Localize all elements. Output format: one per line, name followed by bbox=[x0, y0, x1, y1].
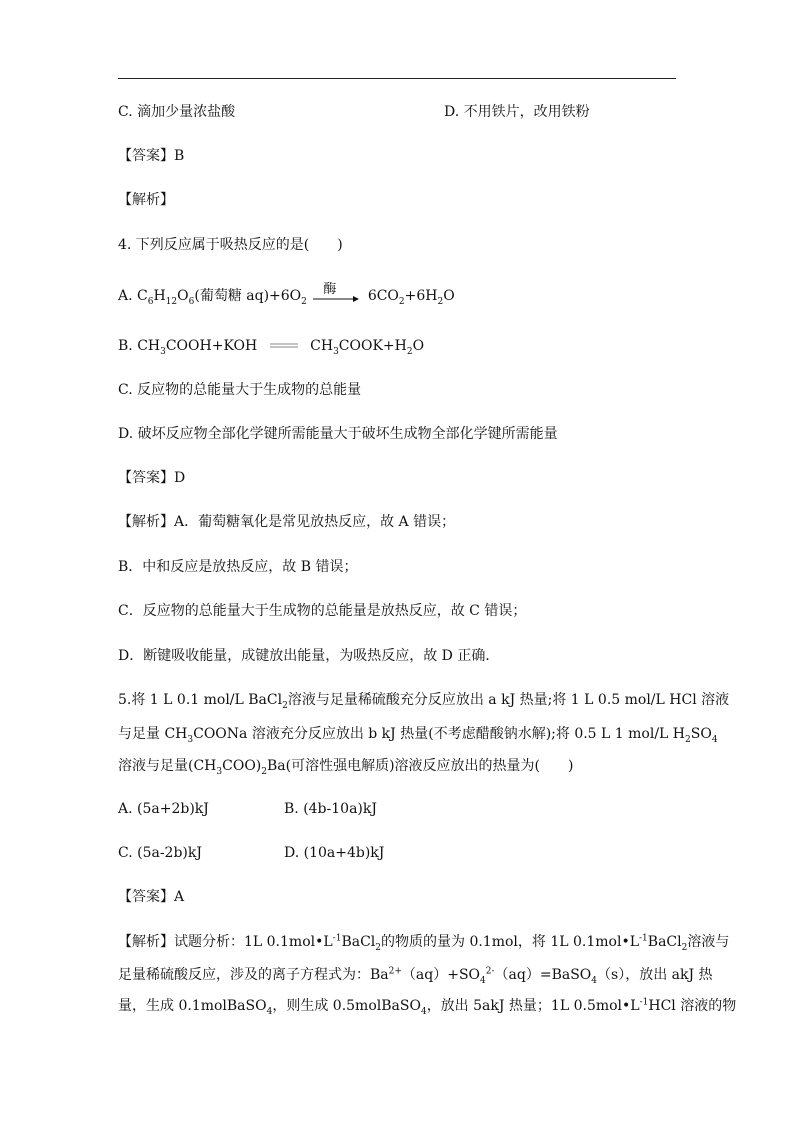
q4-stem: 4. 下列反应属于吸热反应的是( ) bbox=[118, 237, 343, 253]
q4-option-c: C. 反应物的总能量大于生成物的总能量 bbox=[118, 382, 362, 398]
q4-analysis-b: B．中和反应是放热反应，故 B 错误； bbox=[118, 559, 358, 575]
q4-option-a: A. $C_6H_{12}O_6$(葡萄糖 $aq)+6O_2$ 酶 $6CO_2+6H_2O$ bbox=[118, 282, 455, 307]
q3-answer: 【答案】B bbox=[118, 148, 185, 164]
q5-stem-line3: 溶液与足量$(CH_3COO)_2Ba$(可溶性强电解质)溶液反应放出的热量为( ) bbox=[118, 758, 574, 777]
q5-stem-line1: 5.将 1 L 0.1 mol/L BaCl$_2$溶液与足量稀硫酸充分反应放出 a kJ 热量;将 1 L 0.5 mol/L HCl 溶液 bbox=[118, 692, 730, 711]
q5-option-b: B. (4b-10a)kJ bbox=[284, 801, 377, 817]
q3-analysis: 【解析】 bbox=[118, 192, 174, 208]
q4-answer: 【答案】D bbox=[118, 470, 186, 486]
q5-analysis-line3: 量，生成 0.1molBaSO$_4$，则生成 0.5molBaSO$_4$，放出 5akJ 热量；1L $0.5mol•L^{-1}HCl$ 溶液的物 bbox=[118, 997, 737, 1017]
q5-answer: 【答案】A bbox=[118, 889, 185, 905]
q4-option-b: B. $CH_3COOH+KOH$ $CH_3COOK+H_2O$ bbox=[118, 338, 425, 357]
equilibrium-icon bbox=[270, 336, 298, 356]
q5-analysis-line2: 足量稀硫酸反应，涉及的离子方程式为：$Ba^{2+}(aq)+SO_4^{2-}(aq)=BaSO_4(s)$，放出 akJ 热 bbox=[118, 966, 713, 986]
q4-option-d: D. 破坏反应物全部化学键所需能量大于破坏生成物全部化学键所需能量 bbox=[118, 426, 558, 442]
q5-option-d: D. (10a+4b)kJ bbox=[284, 845, 385, 861]
header-rule bbox=[118, 78, 676, 79]
q5-stem-line2: 与足量 $CH_3COONa$ 溶液充分反应放出 b kJ 热量(不考虑醋酸钠水解);将 0.5 L 1 mol/L $H_2SO_4$ bbox=[118, 726, 718, 745]
q5-analysis-line1: 【解析】试题分析：1L $0.1mol•L^{-1}BaCl_2$的物质的量为 0.1mol，将 1L $0.1mol•L^{-1}BaCl_2$溶液与 bbox=[118, 933, 730, 953]
q3-option-d: D. 不用铁片，改用铁粉 bbox=[444, 104, 590, 120]
reaction-arrow bbox=[313, 282, 361, 306]
q4-analysis-a: 【解析】A．葡萄糖氧化是常见放热反应，故 A 错误； bbox=[118, 514, 456, 530]
q5-option-a: A. (5a+2b)kJ bbox=[118, 801, 209, 817]
enzyme-label: 酶 bbox=[323, 282, 337, 297]
right-arrow-icon bbox=[313, 296, 359, 302]
q5-option-c: C. (5a-2b)kJ bbox=[118, 845, 202, 861]
q4-analysis-c: C．反应物的总能量大于生成物的总能量是放热反应，故 C 错误； bbox=[118, 603, 527, 619]
q3-option-c: C. 滴加少量浓盐酸 bbox=[118, 104, 236, 120]
q4-analysis-d: D．断键吸收能量，成键放出能量，为吸热反应，故 D 正确． bbox=[118, 648, 500, 664]
